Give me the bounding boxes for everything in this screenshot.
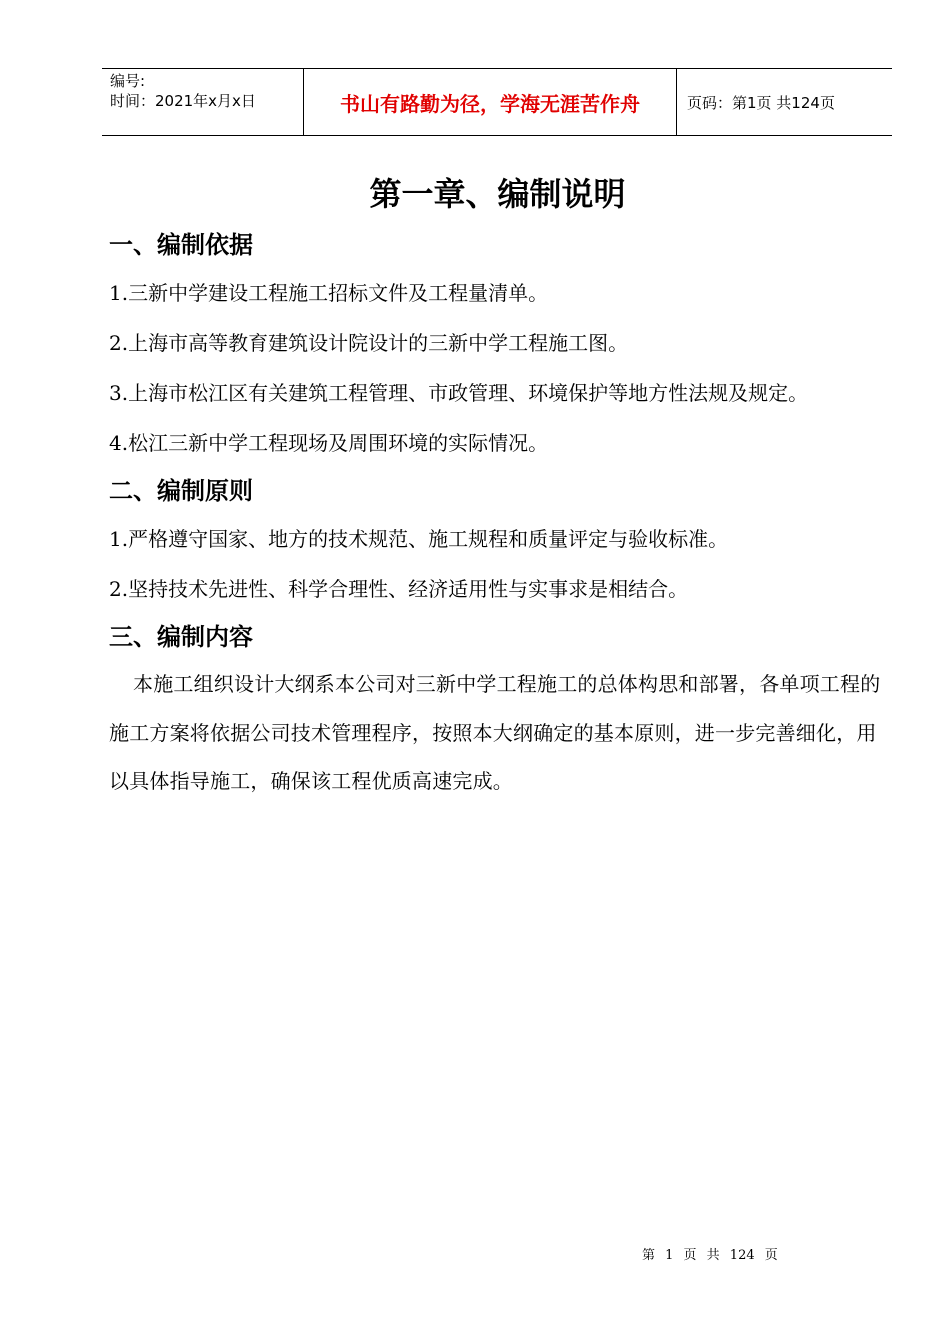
section-heading-basis: 一、编制依据 xyxy=(109,231,253,259)
list-item: 3.上海市松江区有关建筑工程管理、市政管理、环境保护等地方性法规及规定。 xyxy=(109,381,809,405)
document-header xyxy=(102,68,892,136)
list-item: 2.坚持技术先进性、科学合理性、经济适用性与实事求是相结合。 xyxy=(109,577,689,601)
header-motto-cell xyxy=(304,69,677,135)
document-body xyxy=(109,222,889,806)
chapter-title: 第一章、编制说明 xyxy=(369,175,626,213)
document-number-label: 编号: xyxy=(110,72,146,90)
header-meta-cell xyxy=(102,69,304,135)
list-item: 4.松江三新中学工程现场及周围环境的实际情况。 xyxy=(109,431,549,455)
list-item: 1.严格遵守国家、地方的技术规范、施工规程和质量评定与验收标准。 xyxy=(109,527,729,551)
section-heading-content: 三、编制内容 xyxy=(109,623,253,651)
list-item: 2.上海市高等教育建筑设计院设计的三新中学工程施工图。 xyxy=(109,331,629,355)
header-page-cell xyxy=(677,69,892,135)
document-time-label: 时间：2021年x月x日 xyxy=(110,92,256,110)
header-page-info: 页码：第1页 共124页 xyxy=(687,93,835,112)
header-motto: 书山有路勤为径，学海无涯苦作舟 xyxy=(340,91,640,116)
body-paragraph: 本施工组织设计大纲系本公司对三新中学工程施工的总体构思和部署，各单项工程的施工方案将依据公司技术管理程序，按照本大纲确定的基本原则，进一步完善细化，用以具体指导施工，确保该工程优质高速完成。 xyxy=(109,672,881,793)
list-item: 1.三新中学建设工程施工招标文件及工程量清单。 xyxy=(109,281,549,305)
page-footer: 第 1 页 共 124 页 xyxy=(642,1248,778,1263)
section-heading-principles: 二、编制原则 xyxy=(109,477,253,505)
